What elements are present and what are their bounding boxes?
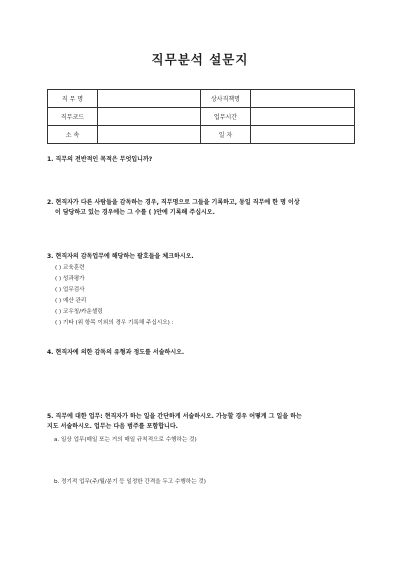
- question-5-sub-b: b. 정기적 업무(주/월/분기 등 일정한 간격을 두고 수행하는 것): [54, 479, 206, 485]
- info-row-code: [48, 108, 355, 126]
- supervisor-title-field[interactable]: [251, 90, 355, 108]
- job-code-label: 직무코드: [48, 108, 98, 126]
- work-hours-label: 업무시간: [201, 108, 251, 126]
- question-2-line-1: 2. 현직자가 다른 사람들을 감독하는 경우, 직무명으로 그들을 기록하고, 동일 직무에 한 명 이상: [47, 199, 300, 206]
- page-title: 직무분석 설문지: [151, 52, 249, 67]
- question-1-text: 1. 직무의 전반적인 목적은 무엇입니까?: [47, 156, 153, 163]
- job-code-field[interactable]: [98, 108, 201, 126]
- department-field[interactable]: [98, 126, 201, 144]
- option-performance-review[interactable]: ( ) 성과평가: [55, 276, 85, 282]
- date-field[interactable]: [251, 126, 355, 144]
- question-5: [47, 412, 357, 432]
- job-name-label: 직 무 명: [48, 90, 98, 108]
- info-row-dept: [48, 126, 355, 144]
- question-4-text: 4. 현직자에 의한 감독의 유형과 정도를 서술하시오.: [47, 349, 185, 356]
- info-table: [47, 89, 355, 144]
- option-other[interactable]: ( ) 기타 (위 항목 이외의 경우 기록해 주십시오) :: [55, 320, 174, 326]
- date-label: 일 자: [201, 126, 251, 144]
- question-2-line-2: 이 담당하고 있는 경우에는 그 수를 ( )안에 기록해 주십시오.: [55, 209, 215, 216]
- option-budget-management[interactable]: ( ) 예산 관리: [55, 298, 87, 304]
- option-coaching-counseling[interactable]: ( ) 코우칭/카운셀링: [55, 309, 103, 315]
- supervisor-title-label: 상사직책명: [201, 90, 251, 108]
- department-label: 소 속: [48, 126, 98, 144]
- option-work-inspection[interactable]: ( ) 업무검사: [55, 287, 85, 293]
- question-5-line-1: 5. 직무에 대한 업무: 현직자가 하는 일을 간단하게 서술하시오. 가능할 경우 어떻게 그 일을 하는: [47, 413, 302, 420]
- info-row-job: [48, 90, 355, 108]
- job-name-field[interactable]: [98, 90, 201, 108]
- question-5-line-2: 지도 서술하시오. 업무는 다음 범주를 포함합니다.: [47, 423, 178, 430]
- work-hours-field[interactable]: [251, 108, 355, 126]
- question-5-sub-a: a. 일상 업무(매일 또는 거의 매일 규칙적으로 수행하는 것): [54, 437, 197, 443]
- question-2: [47, 198, 357, 218]
- option-training[interactable]: ( ) 교육훈련: [55, 265, 85, 271]
- question-3: [47, 252, 357, 262]
- question-4: [47, 348, 357, 358]
- question-3-text: 3. 현직자의 감독업무에 해당하는 팔호들을 체크하시오.: [47, 253, 194, 260]
- question-1: [47, 155, 357, 165]
